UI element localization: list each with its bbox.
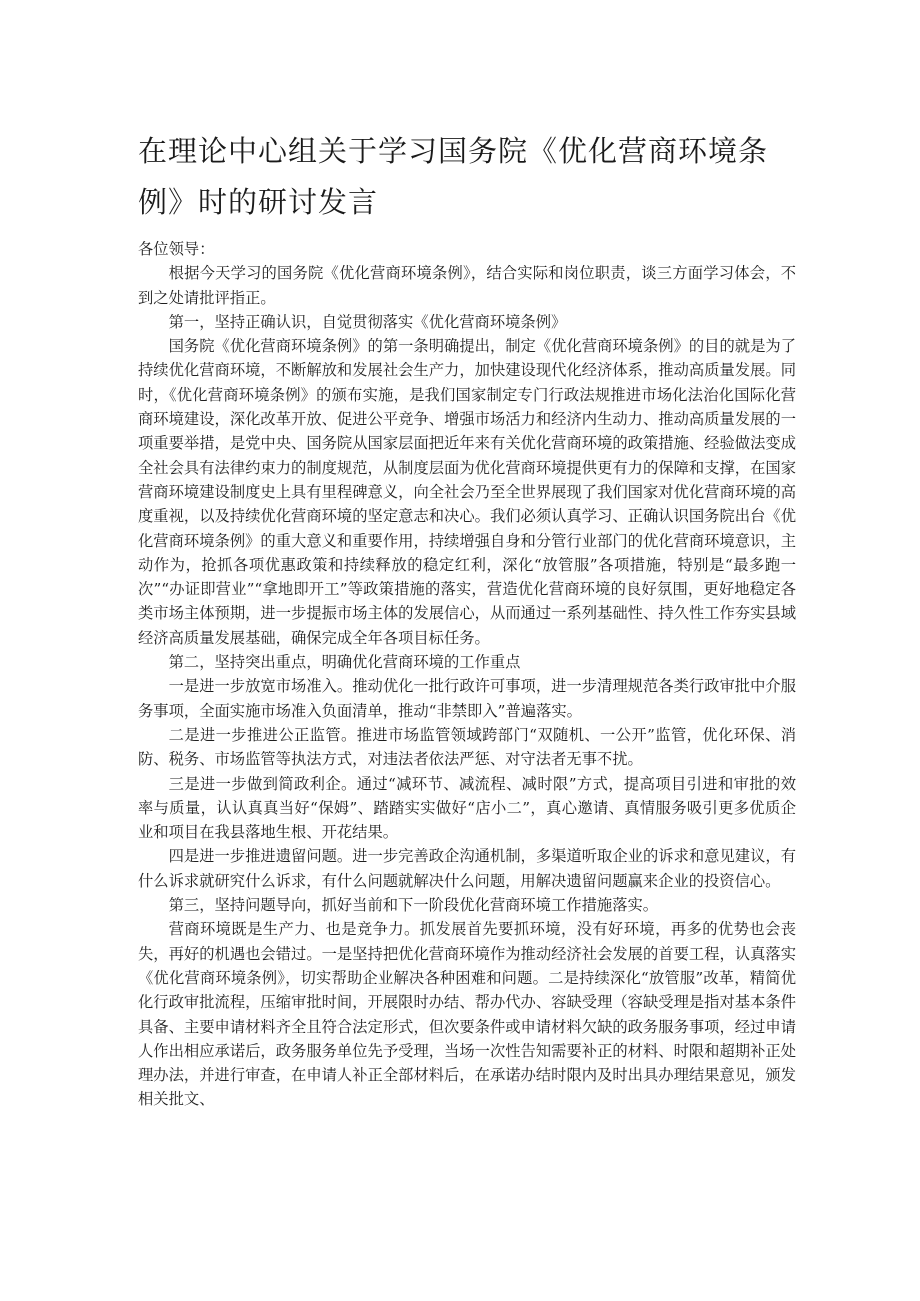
salutation: 各位领导：: [138, 240, 215, 258]
section-2-point-4: 四是进一步推进遗留问题。进一步完善政企沟通机制，多渠道听取企业的诉求和意见建议，有什么诉求就研究什么诉求，有什么问题就解决什么问题，用解决遗留问题赢来企业的投资信心。: [138, 847, 796, 890]
section-2-point-3: 三是进一步做到简政利企。通过“减环节、减流程、减时限”方式，提高项目引进和审批的效率与质量，认认真真当好“保姆”、踏踏实实做好“店小二”，真心邀请、真情服务吸引更多优质企业和项目在我县落地生根、开花结果。: [138, 774, 796, 842]
section-3-heading: 第三，坚持问题导向，抓好当前和下一阶段优化营商环境工作措施落实。: [168, 896, 659, 915]
document-title: 在理论中心组关于学习国务院《优化营商环境条例》时的研讨发言: [138, 134, 769, 219]
section-1-heading: 第一，坚持正确认识，自觉贯彻落实《优化营商环境条例》: [168, 312, 567, 331]
section-2-heading: 第二，坚持突出重点，明确优化营商环境的工作重点: [168, 653, 521, 672]
section-2-point-1: 一是进一步放宽市场准入。推动优化一批行政许可事项，进一步清理规范各类行政审批中介服务事项，全面实施市场准入负面清单，推动“非禁即入”普遍落实。: [138, 677, 796, 720]
document-body: [138, 237, 796, 1112]
section-2-point-2: 二是进一步推进公正监管。推进市场监管领域跨部门“双随机、一公开”监管，优化环保、消防、税务、市场监管等执法方式，对违法者依法严惩、对守法者无事不扰。: [138, 725, 796, 769]
intro-paragraph: 根据今天学习的国务院《优化营商环境条例》，结合实际和岗位职责，谈三方面学习体会，不到之处请批评指正。: [138, 264, 796, 307]
section-3-paragraph: 营商环境既是生产力、也是竞争力。抓发展首先要抓环境，没有好环境，再多的优势也会丧失，再好的机遇也会错过。一是坚持把优化营商环境作为推动经济社会发展的首要工程，认真落实《优化营商环境条例》，切实帮助企业解决各种困难和问题。二是持续深化“放管服”改革，精简优化行政审批流程，压缩审批时间，开展限时办结、帮办代办、容缺受理（容缺受理是指对基本条件具备、主要申请材料齐全且符合法定形式，但次要条件或申请材料欠缺的政务服务事项，经过申请人作出相应承诺后，政务服务单位先予受理，当场一次性告知需要补正的材料、时限和超期补正处理办法，并进行审查，在申请人补正全部材料后，在承诺办结时限内及时出具办理结果意见，颁发相关批文、: [138, 920, 796, 1109]
section-1-paragraph: 国务院《优化营商环境条例》的第一条明确提出，制定《优化营商环境条例》的目的就是为了持续优化营商环境，不断解放和发展社会生产力，加快建设现代化经济体系，推动高质量发展。同时，《优化营商环境条例》的颁布实施，是我们国家制定专门行政法规推进市场化法治化国际化营商环境建设，深化改革开放、促进公平竞争、增强市场活力和经济内生动力、推动高质量发展的一项重要举措，是党中央、国务院从国家层面把近年来有关优化营商环境的政策措施、经验做法变成全社会具有法律约束力的制度规范，从制度层面为优化营商环境提供更有力的保障和支撑，在国家营商环境建设制度史上具有里程碑意义，向全社会乃至全世界展现了我们国家对优化营商环境的高度重视，以及持续优化营商环境的坚定意志和决心。我们必须认真学习、正确认识国务院出台《优化营商环境条例》的重大意义和重要作用，持续增强自身和分管行业部门的优化营商环境意识，主动作为，抢抓各项优惠政策和持续释放的稳定红利，深化“放管服”各项措施，特别是“最多跑一次”“办证即营业”“拿地即开工”等政策措施的落实，营造优化营商环境的良好氛围，更好地稳定各类市场主体预期，进一步提振市场主体的发展信心，从而通过一系列基础性、持久性工作夯实县域经济高质量发展基础，确保完成全年各项目标任务。: [138, 337, 796, 647]
